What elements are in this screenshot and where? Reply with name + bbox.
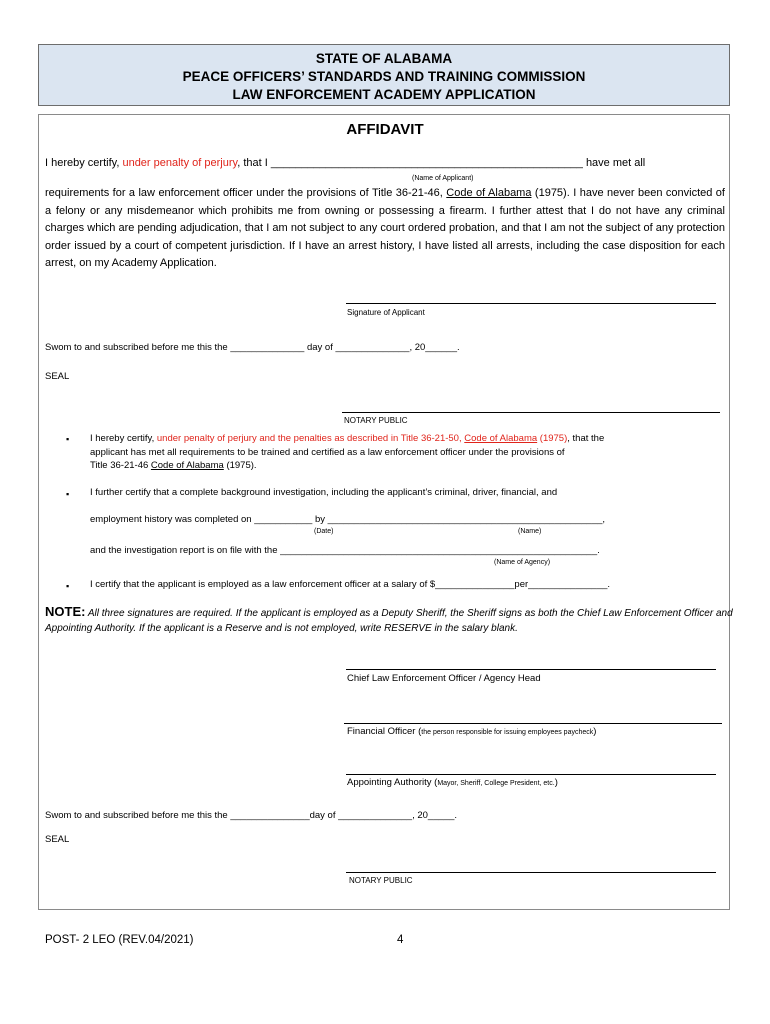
- chief-signature-line[interactable]: [346, 669, 716, 670]
- notary-signature-line-2[interactable]: [346, 872, 716, 873]
- applicant-signature-line[interactable]: [346, 303, 716, 304]
- investigation-date-name-fields[interactable]: employment history was completed on ___________ by ____________________________________________________,: [90, 514, 606, 525]
- applicant-name-caption: (Name of Applicant): [412, 175, 474, 182]
- note-text: All three signatures are required. If the applicant is employed as a Deputy Sheriff, the Sheriff signs as both the Chief Law Enforcement Officer and Appointing Authority. If the applicant is a Reserve and is not employed, write RESERVE in the salary blank.: [45, 608, 733, 634]
- notary-public-label-1: NOTARY PUBLIC: [344, 416, 408, 425]
- applicant-name-field[interactable]: ___________________________________________________: [270, 157, 583, 169]
- financial-caption: Financial Officer (the person responsible for issuing employees paycheck): [347, 726, 597, 737]
- financial-signature-line[interactable]: [344, 723, 722, 724]
- perjury-text: under penalty of perjury: [122, 157, 238, 169]
- bullet-2-line-1: I further certify that a complete background investigation, including the applicant’s criminal, driver, financial, and: [90, 487, 558, 498]
- sworn-statement-2[interactable]: Swom to and subscribed before me this the _______________day of ______________, 20_____.: [45, 810, 457, 821]
- seal-label-2: SEAL: [45, 834, 70, 845]
- bullet-2-marker: ▪: [66, 489, 70, 499]
- certify-line: I hereby certify, under penalty of perjury, that I ___________________________________________________ have met all: [45, 157, 646, 169]
- form-id: POST- 2 LEO (REV.04/2021): [45, 934, 194, 946]
- name-caption: (Name): [518, 528, 542, 535]
- code-of-alabama-link-3: Code of Alabama: [150, 460, 224, 471]
- salary-field[interactable]: I certify that the applicant is employed as a law enforcement officer at a salary of $_______________per_______________.: [90, 579, 611, 590]
- header-line-3: LAW ENFORCEMENT ACADEMY APPLICATION: [232, 87, 536, 102]
- agency-field[interactable]: and the investigation report is on file with the ____________________________________________________________.: [90, 545, 600, 556]
- code-of-alabama-link: Code of Alabama: [446, 187, 532, 199]
- bullet-1-marker: ▪: [66, 434, 70, 444]
- note-block: [45, 604, 735, 636]
- header-line-1: STATE OF ALABAMA: [315, 51, 453, 66]
- date-caption: (Date): [314, 528, 334, 535]
- form-header: [38, 44, 730, 106]
- header-line-2: PEACE OFFICERS’ STANDARDS AND TRAINING COMMISSION: [182, 69, 586, 84]
- page-number: 4: [397, 934, 404, 946]
- chief-caption: Chief Law Enforcement Officer / Agency Head: [347, 673, 541, 684]
- applicant-signature-caption: Signature of Applicant: [347, 308, 425, 317]
- bullet-3-marker: ▪: [66, 581, 70, 591]
- notary-signature-line-1[interactable]: [342, 412, 720, 413]
- agency-caption: (Name of Agency): [494, 559, 551, 566]
- code-of-alabama-link-2: Code of Alabama: [464, 433, 538, 444]
- affidavit-title: AFFIDAVIT: [346, 121, 424, 138]
- affidavit-body: requirements for a law enforcement officer under the provisions of Title 36-21-46, Code of Alabama (1975). I have never been convicted of a felony or any misdemeanor which prohibits me from owning or possessing a firearm. I further attest that I do not have any criminal charges which are pending adjudication, that I am not subject to any court ordered probation, and that I am not the subject of any protection order issued by a court of competent jurisdiction. If I have an arrest history, I have listed all arrests, including the case disposition for each arrest, on my Academy Application.: [45, 187, 725, 269]
- notary-public-label-2: NOTARY PUBLIC: [349, 876, 413, 885]
- note-label: NOTE:: [45, 604, 86, 619]
- bullet-1-text: I hereby certify, under penalty of perjury and the penalties as described in Title 36-21-50, Code of Alabama (1975), that the applicant has met all requirements to be trained and certified as a law enforcement officer under the provisions of Title 36-21-46 Code of Alabama (1975).: [90, 433, 605, 471]
- seal-label-1: SEAL: [45, 371, 70, 382]
- sworn-statement-1[interactable]: Swom to and subscribed before me this the ______________ day of ______________, 20______.: [45, 342, 460, 353]
- appointing-caption: Appointing Authority (Mayor, Sheriff, College President, etc.): [347, 777, 558, 788]
- appointing-signature-line[interactable]: [346, 774, 716, 775]
